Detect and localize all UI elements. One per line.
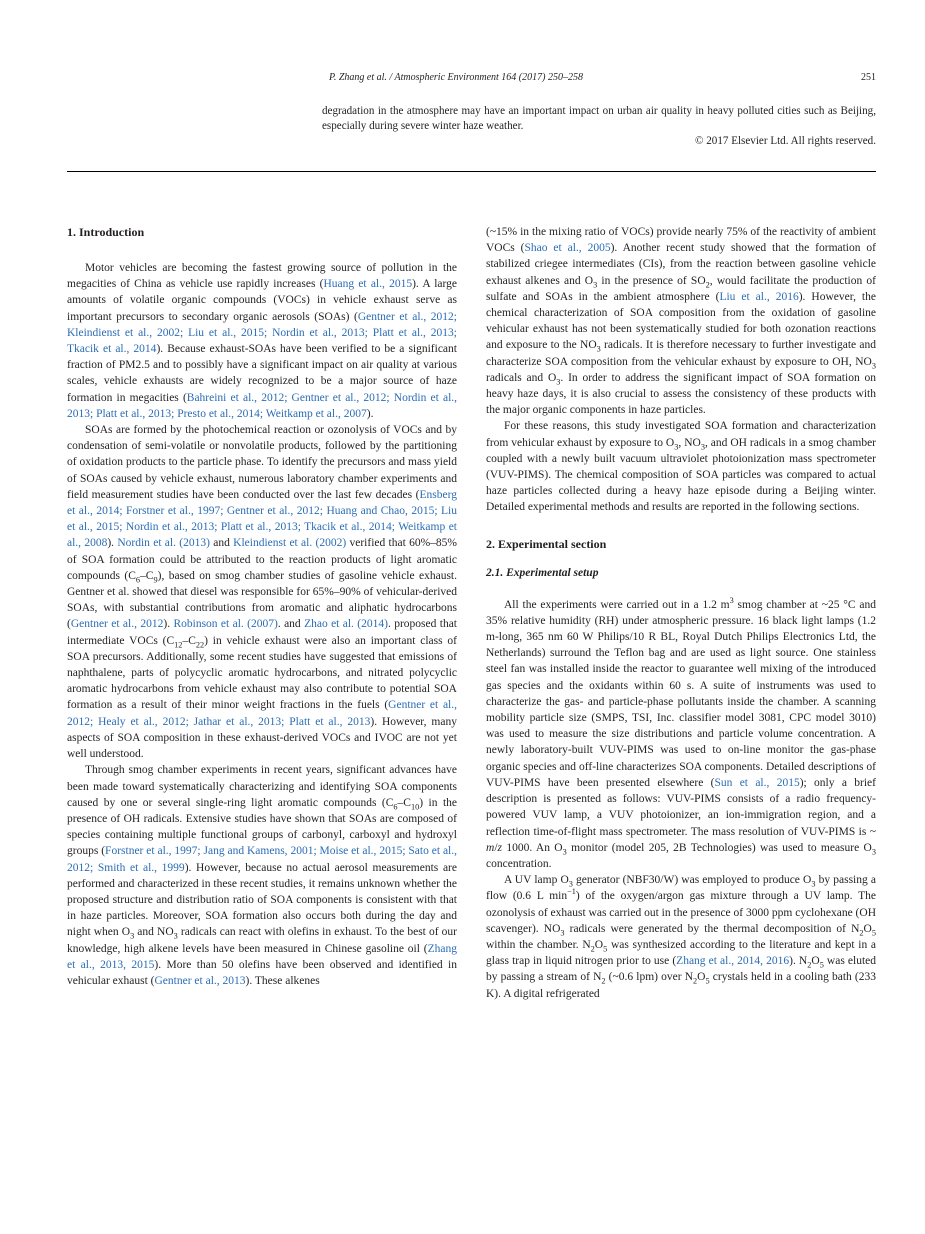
abstract-text: degradation in the atmosphere may have an important impact on urban air quality in heavy polluted cities such as Beijing, especially during severe winter haze weather.	[322, 105, 876, 132]
section-heading-introduction: 1. Introduction	[67, 225, 145, 239]
citation-link[interactable]: Gentner et al., 2012; Healy et al., 2012; Jathar et al., 2013; Platt et al., 2013	[67, 699, 457, 728]
citation-link[interactable]: Gentner et al., 2013	[154, 974, 246, 987]
citation-link[interactable]: Ensberg et al., 2014; Forstner et al., 1997; Gentner et al., 2012; Huang and Chao, 2015; Liu et al., 2015; Nordin et al., 2013; Platt et al., 2013; Tkacik et al., 2014; Weitkamp et al., 2008	[67, 488, 457, 550]
citation-link[interactable]: Shao et al., 2005	[524, 242, 611, 255]
journal-reference: P. Zhang et al. / Atmospheric Environment 164 (2017) 250–258	[329, 72, 583, 83]
paragraph: (~15% in the mixing ratio of VOCs) provide nearly 75% of the reactivity of ambient VOCs (Shao et al., 2005). Another recent study showed that the formation of stabilized criegee intermediates (CIs), from the reaction between gasoline vehicle exhaust alkenes and $O_3$ in the presence of $SO_2$, would facilitate the production of sulfate and SOAs in the ambient atmosphere (Liu et al., 2016). However, the chemical characterization of SOA composition from the oxidation of gasoline vehicular exhaust has not been systematically studied for both ozonation reactions and exposure to the $NO_3$ radicals. It is therefore necessary to further investigate and characterize SOA composition from the vehicular exhaust by exposure to OH, $NO_3$ radicals and $O_3$. In order to address the significant impact of SOA formation on heavy haze days, it is also crucial to assess the consistency of these products with the major organic components in haze particles.	[486, 226, 876, 417]
paragraph: Motor vehicles are becoming the fastest growing source of pollution in the megacities of China as vehicle use rapidly increases (Huang et al., 2015). A large amounts of volatile organic compounds (VOCs) in vehicle exhaust serve as important precursors to secondary organic aerosols (SOAs) (Gentner et al., 2012; Kleindienst et al., 2002; Liu et al., 2015; Nordin et al., 2013; Platt et al., 2013; Tkacik et al., 2014). Because exhaust-SOAs have been verified to be a significant fraction of PM2.5 and to possibly have a significant impact on air quality at various scales, vehicle exhausts are widely recognized to be a major source of haze formation in megacities (Bahreini et al., 2012; Gentner et al., 2012; Nordin et al., 2013; Platt et al., 2013; Presto et al., 2014; Weitkamp et al., 2007).	[67, 262, 458, 420]
citation-link[interactable]: Liu et al., 2016	[719, 290, 799, 303]
paragraph: SOAs are formed by the photochemical reaction or ozonolysis of VOCs and by condensation of semi-volatile or nonvolatile products, followed by the partitioning of oxidation products to the particle phase. To identify the precursors and mass yield of SOAs caused by vehicle exhaust, numerous laboratory chamber experiments and field measurement studies have been conducted over the last few decades (Ensberg et al., 2014; Forstner et al., 1997; Gentner et al., 2012; Huang and Chao, 2015; Liu et al., 2015; Nordin et al., 2013; Platt et al., 2013; Tkacik et al., 2014; Weitkamp et al., 2008). Nordin et al. (2013) and Kleindienst et al. (2002) verified that 60%–85% of SOA formation could be attributed to the reaction products of light aromatic compounds $(C_6-C_9)$, based on smog chamber studies of gasoline vehicle exhaust. Gentner et al. showed that diesel was responsible for 65%–90% of vehicular-derived SOAs, with substantial contributions from aromatic and aliphatic hydrocarbons (Gentner et al., 2012). Robinson et al. (2007). and Zhao et al. (2014). proposed that intermediate VOCs $(C_{12}-C_{22})$ in vehicle exhaust were also an important class of SOA precursors. Additionally, some recent studies have suggested that emissions of naphthalene, parts of polycyclic aromatic hydrocarbons, and nitrated polycyclic aromatic hydrocarbons from vehicle exhaust may also contribute to potential SOA formation as a result of their minor weight fractions in the fuels (Gentner et al., 2012; Healy et al., 2012; Jathar et al., 2013; Platt et al., 2013). However, many aspects of SOA composition in these exhaust-derived VOCs and IVOC are not yet well understood.	[67, 424, 458, 761]
abstract-continuation	[322, 104, 876, 149]
citation-link[interactable]: Huang et al., 2015	[323, 278, 413, 291]
subsection-heading-setup: 2.1. Experimental setup	[486, 566, 599, 579]
citation-link[interactable]: Sun et al., 2015	[714, 776, 800, 789]
citation-link[interactable]: Kleindienst et al. (2002)	[233, 537, 347, 550]
citation-link[interactable]: Zhang et al., 2013, 2015	[67, 942, 457, 971]
citation-link[interactable]: Bahreini et al., 2012; Gentner et al., 2012; Nordin et al., 2013; Platt et al., 2013; Presto et al., 2014; Weitkamp et al., 2007	[67, 391, 458, 420]
citation-link[interactable]: Zhao et al. (2014)	[304, 618, 388, 631]
citation-link[interactable]: Zhang et al., 2014, 2016	[676, 955, 790, 968]
paragraph: All the experiments were carried out in a 1.2 $m^3$ smog chamber at ~25 °C and 35% relative humidity (RH) under atmospheric pressure. 16 black light lamps (1.2 m-long, 365 nm 60 W Philips/10 R BL, Royal Dutch Philips Electronics Ltd, the Netherlands) surround the Teflon bag and are used as light source. One stainless steel fan was installed inside the reactor to guarantee well mixing of the introduced gas species and the oxidants within 60 s. A suite of instruments was used to characterize the gas- and particle-phase pollutants inside the chamber. A scanning mobility particle size (SMPS, TSI, Inc. classifier model 3081, CPC model 3010) was used to measure the size distributions and particle volume concentration. A newly laboratory-built VUV-PIMS was used to on-line monitor the gas-phase organic species and off-line characterizes SOA components. Detailed descriptions of VUV-PIMS have been presented elsewhere (Sun et al., 2015); only a brief description is presented as follows: VUV-PIMS consists of a radio frequency-powered VUV lamp, a VUV photoionizer, an ion-immigration region, and a reflection time-of-flight mass spectrometer. The mass resolution of VUV-PIMS is ~ m/z 1000. An $O_3$ monitor (model 205, 2B Technologies) was used to measure $O_3$ concentration.	[486, 595, 876, 870]
section-heading-experimental: 2. Experimental section	[486, 536, 607, 551]
citation-link[interactable]: Robinson et al. (2007)	[173, 618, 278, 631]
citation-link[interactable]: Gentner et al., 2012; Kleindienst et al., 2002; Liu et al., 2015; Nordin et al., 2013; Platt et al., 2013; Tkacik et al., 2014	[67, 310, 457, 356]
citation-link[interactable]: Nordin et al. (2013)	[117, 537, 210, 550]
paragraph: Through smog chamber experiments in recent years, significant advances have been made toward systematically characterizing and identifying SOA components caused by one or several single-ring light aromatic compounds $(C_6-C_{10})$ in the presence of OH radicals. Extensive studies have shown that SOAs are composed of species containing multiple functional groups of carbonyl, carboxyl and hydroxyl groups (Forstner et al., 1997; Jang and Kamens, 2001; Moise et al., 2015; Sato et al., 2012; Smith et al., 1999). However, because no actual aerosol measurements are performed and characterized in these recent studies, it remains unknown whether the proposed structure and distribution ratio of SOA components is consistent with that in haze particles. Moreover, SOA formation also occurs both during the day and night when $O_3$ and $NO_3$ radicals can react with olefins in exhaust. To the best of our knowledge, high alkene levels have been measured in Chinese gasoline oil (Zhang et al., 2013, 2015). More than 50 olefins have been observed and identified in vehicular exhaust (Gentner et al., 2013). These alkenes	[67, 764, 458, 987]
paragraph: For these reasons, this study investigated SOA formation and characterization from vehicular exhaust by exposure to $O_3$, $NO_3$, and OH radicals in a smog chamber coupled with a newly built vacuum ultraviolet photoionization mass spectrometer (VUV-PIMS). The chemical composition of SOA particles was compared to actual haze particles collected during a heavy haze episode during a Beijing winter. Detailed experimental methods and results are reported in the following sections.	[486, 420, 876, 514]
citation-link[interactable]: Forstner et al., 1997; Jang and Kamens, 2001; Moise et al., 2015; Sato et al., 2012; Smith et al., 1999	[67, 845, 458, 874]
citation-link[interactable]: Gentner et al., 2012	[70, 618, 164, 631]
page-number: 251	[861, 72, 876, 83]
header-divider	[67, 171, 876, 172]
right-column	[486, 224, 876, 1002]
left-column	[67, 224, 457, 989]
paragraph: A UV lamp $O_3$ generator (NBF30/W) was employed to produce $O_3$ by passing a flow (0.6 L $\min^{-1}$) of the oxygen/argon gas mixture through a UV lamp. The ozonolysis of exhaust was carried out in the presence of 3000 ppm cyclohexane (OH scavenger). $NO_3$ radicals were generated by the thermal decomposition of $N_2O_5$ within the chamber. $N_2O_5$ was synthesized according to the literature and kept in a glass trap in liquid nitrogen prior to use (Zhang et al., 2014, 2016). $N_2O_5$ was eluted by passing a stream of $N_2$ (~0.6 lpm) over $N_2O_5$ crystals held in a cooling bath (233 K). A digital refrigerated	[486, 874, 877, 1000]
copyright-notice: © 2017 Elsevier Ltd. All rights reserved.	[695, 135, 876, 147]
